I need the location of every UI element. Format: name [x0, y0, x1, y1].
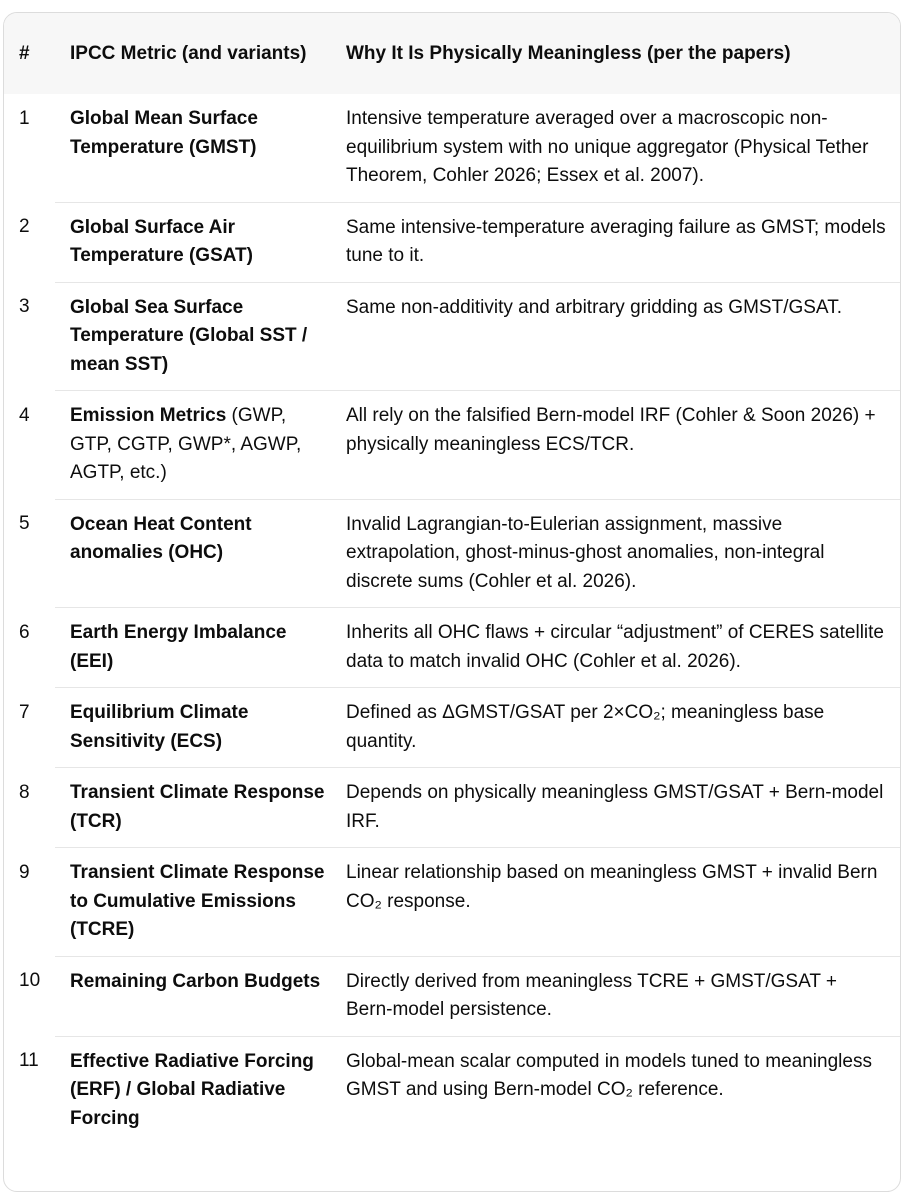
metric-variants: (GWP, GTP, CGTP, GWP*, AGWP, AGTP, etc.) [70, 405, 302, 483]
row-reason: Depends on physically meaningless GMST/GSAT + Bern-model IRF. [343, 768, 900, 848]
row-metric [55, 94, 343, 202]
row-reason: Inherits all OHC flaws + circular “adjustment” of CERES satellite data to match invalid OHC (Cohler et al. 2026). [343, 608, 900, 688]
row-reason: Global-mean scalar computed in models tuned to meaningless GMST and using Bern-model CO₂ reference. [343, 1036, 900, 1144]
metric-name: Global Surface Air Temperature (GSAT) [70, 216, 253, 266]
row-reason: Invalid Lagrangian-to-Eulerian assignment, massive extrapolation, ghost-minus-ghost anomalies, non-integral discrete sums (Cohler et al. 2026). [343, 499, 900, 608]
row-number: 11 [19, 1050, 39, 1071]
metric-name: Transient Climate Response (TCR) [70, 782, 325, 832]
metric-name: Transient Climate Response to Cumulative Emissions (TCRE) [70, 862, 325, 940]
row-number: 7 [19, 701, 30, 723]
row-number: 1 [19, 108, 30, 129]
row-reason: Defined as ΔGMST/GSAT per 2×CO₂; meaningless base quantity. [343, 688, 900, 768]
row-metric [55, 499, 343, 608]
table-row [4, 956, 900, 1036]
metric-name: Equilibrium Climate Sensitivity (ECS) [70, 702, 249, 752]
row-metric [55, 688, 343, 768]
row-reason: Linear relationship based on meaningless GMST + invalid Bern CO₂ response. [343, 848, 900, 957]
row-number: 10 [19, 970, 41, 991]
row-reason: Same non-additivity and arbitrary gridding as GMST/GSAT. [343, 282, 900, 391]
table-row [4, 94, 900, 202]
table-row [4, 499, 900, 608]
metric-name: Effective Radiative Forcing (ERF) / Global Radiative Forcing [70, 1050, 314, 1129]
metric-name: Ocean Heat Content anomalies (OHC) [70, 513, 252, 563]
metric-name: Remaining Carbon Budgets [70, 970, 321, 992]
header-why: Why It Is Physically Meaningless (per the papers) [346, 42, 791, 64]
row-number: 3 [19, 296, 30, 317]
header-number: # [19, 42, 30, 64]
row-metric [55, 202, 343, 282]
row-metric [55, 391, 343, 500]
table-row [4, 608, 900, 688]
row-metric [55, 1036, 343, 1144]
row-reason: Same intensive-temperature averaging failure as GMST; models tune to it. [343, 202, 900, 282]
metric-name: Global Mean Surface Temperature (GMST) [70, 108, 258, 158]
metric-name: Earth Energy Imbalance (EEI) [70, 622, 287, 672]
row-reason: Intensive temperature averaged over a macroscopic non-equilibrium system with no unique aggregator (Physical Tether Theorem, Cohler 2026; Essex et al. 2007). [346, 108, 869, 186]
row-metric [55, 848, 343, 957]
table-header-row [4, 13, 900, 94]
table-row [4, 202, 900, 282]
metric-name: Emission Metrics [70, 405, 227, 426]
header-metric: IPCC Metric (and variants) [70, 42, 307, 64]
row-number: 2 [19, 216, 30, 237]
metrics-table [4, 13, 900, 1144]
table-row [4, 768, 900, 848]
row-metric [55, 768, 343, 848]
row-number: 4 [19, 404, 30, 426]
row-number: 5 [19, 513, 30, 534]
table-row [4, 848, 900, 957]
row-metric [55, 608, 343, 688]
table-row [4, 282, 900, 391]
row-metric [55, 956, 343, 1036]
table-row [4, 391, 900, 500]
metric-name: Global Sea Surface Temperature (Global SST / mean SST) [70, 296, 308, 375]
row-metric [55, 282, 343, 391]
row-number: 8 [19, 781, 30, 803]
table-row [4, 688, 900, 768]
row-reason: Directly derived from meaningless TCRE + GMST/GSAT + Bern-model persistence. [343, 956, 900, 1036]
row-number: 6 [19, 621, 30, 643]
row-number: 9 [19, 861, 30, 883]
table-row [4, 1036, 900, 1144]
row-reason: All rely on the falsified Bern-model IRF (Cohler & Soon 2026) + physically meaningless ECS/TCR. [343, 391, 900, 500]
metrics-table-card [3, 12, 901, 1192]
